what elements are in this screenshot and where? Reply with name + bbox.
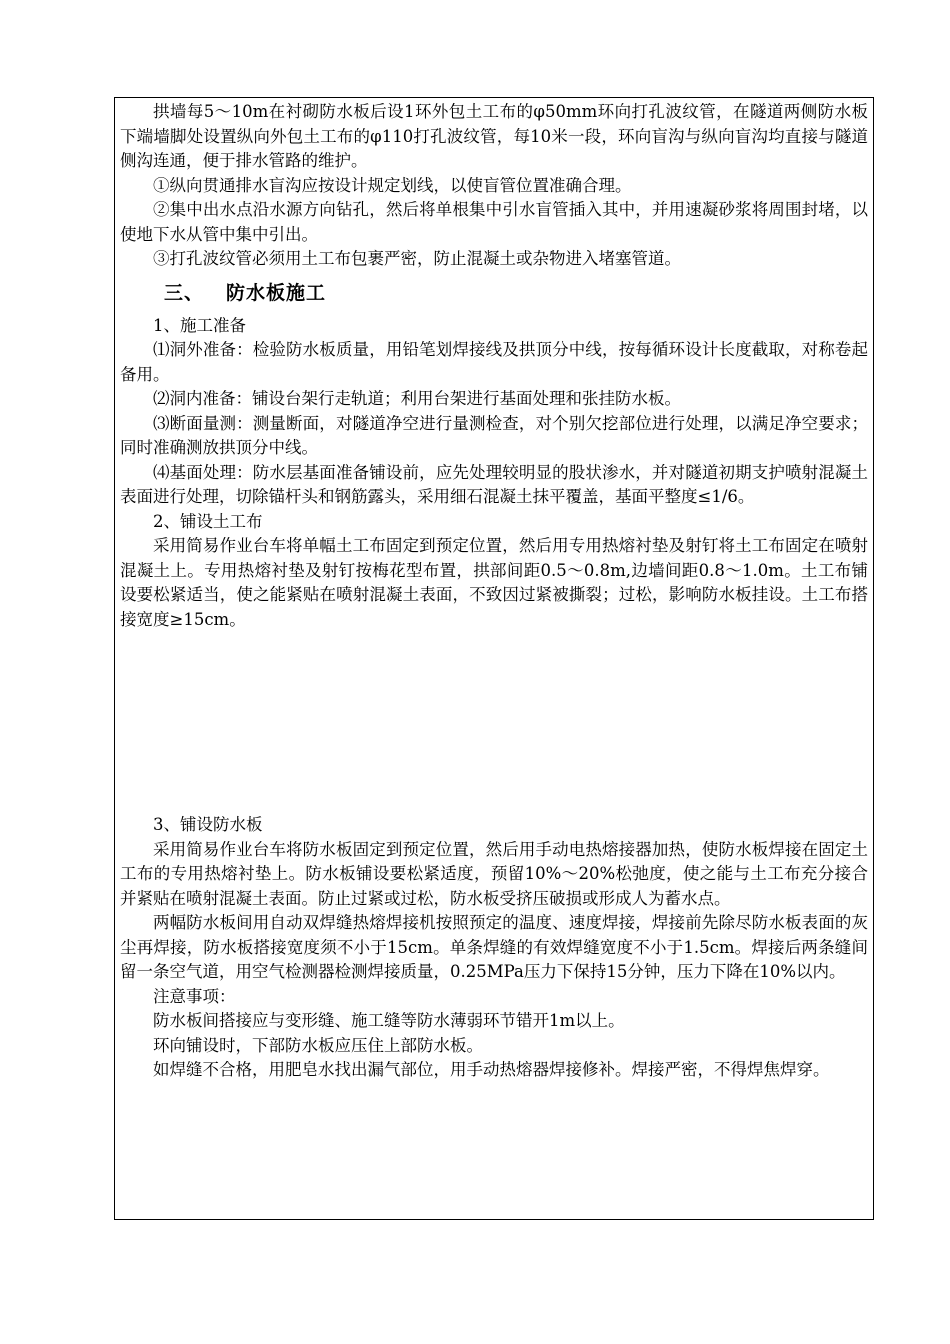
membrane-title: 3、铺设防水板 xyxy=(153,815,263,834)
membrane-paragraph-1: 采用简易作业台车将防水板固定到预定位置，然后用手动电热熔接器加热，使防水板焊接在固定土工布的专用热熔衬垫上。防水板铺设要松紧适度，预留10%～20%松弛度，使之能与土工布充分接合并紧贴在喷射混凝土表面。防止过紧或过松，防水板受挤压破损或形成人为蓄水点。 xyxy=(120,839,868,908)
prep-item-4: ⑷基面处理：防水层基面准备铺设前，应先处理较明显的股状渗水，并对隧道初期支护喷射混凝土表面进行处理，切除锚杆头和钢筋露头，采用细石混凝土抹平覆盖，基面平整度≤1/6。 xyxy=(120,462,868,506)
section-title: 防水板施工 xyxy=(226,281,327,304)
geotextile-title: 2、铺设土工布 xyxy=(153,511,263,531)
geotextile-text: 采用简易作业台车将单幅土工布固定到预定位置，然后用专用热熔衬垫及射钉将土工布固定在喷射混凝土上。专用热熔衬垫及射钉按梅花型布置，拱部间距0.5～0.8m,边墙间距0.8～1.0m。土工布铺设要松紧适当，使之能紧贴在喷射混凝土表面，不致因过紧被撕裂；过松，影响防水板挂设。土工布搭接宽度≥15cm。 xyxy=(120,536,868,629)
intro-item-3: ③打孔波纹管必须用土工布包裹严密，防止混凝土或杂物进入堵塞管道。 xyxy=(153,249,681,268)
note-2: 环向铺设时，下部防水板应压住上部防水板。 xyxy=(153,1035,483,1055)
section-heading xyxy=(164,276,868,310)
prep-item-1: ⑴洞外准备：检验防水板质量，用铅笔划焊接线及拱顶分中线，按每循环设计长度截取，对称卷起备用。 xyxy=(120,340,868,384)
prep-item-2: ⑵洞内准备：铺设台架行走轨道；利用台架进行基面处理和张挂防水板。 xyxy=(153,389,681,408)
intro-item-2: ②集中出水点沿水源方向钻孔，然后将单根集中引水盲管插入其中，并用速凝砂浆将周围封堵，以使地下水从管中集中引出。 xyxy=(120,200,868,244)
note-1: 防水板间搭接应与变形缝、施工缝等防水薄弱环节错开1m以上。 xyxy=(153,1011,625,1030)
prep-item-3: ⑶断面量测：测量断面，对隧道净空进行量测检查，对个别欠挖部位进行处理，以满足净空要求；同时准确测放拱顶分中线。 xyxy=(120,413,868,457)
section-number: 三、 xyxy=(164,281,205,304)
prep-title: 1、施工准备 xyxy=(153,315,246,335)
intro-item-1: ①纵向贯通排水盲沟应按设计规定划线，以使盲管位置准确合理。 xyxy=(153,175,632,195)
intro-paragraph: 拱墙每5～10m在衬砌防水板后设1环外包土工布的φ50mm环向打孔波纹管，在隧道两侧防水板下端墙脚处设置纵向外包土工布的φ110打孔波纹管，每10米一段，环向盲沟与纵向盲沟均直接与隧道侧沟连通，便于排水管路的维护。 xyxy=(120,102,868,170)
notes-title: 注意事项： xyxy=(153,986,236,1006)
membrane-paragraph-2: 两幅防水板间用自动双焊缝热熔焊接机按照预定的温度、速度焊接，焊接前先除尽防水板表面的灰尘再焊接，防水板搭接宽度须不小于15cm。单条焊缝的有效焊缝宽度不小于1.5cm。焊接后两条缝间留一条空气道，用空气检测器检测焊接质量，0.25MPa压力下保持15分钟，压力下降在10%以内。 xyxy=(120,913,868,981)
blank-space xyxy=(120,632,868,813)
note-3: 如焊缝不合格，用肥皂水找出漏气部位，用手动热熔器焊接修补。焊接严密，不得焊焦焊穿。 xyxy=(153,1060,830,1079)
document-body xyxy=(120,100,868,1083)
